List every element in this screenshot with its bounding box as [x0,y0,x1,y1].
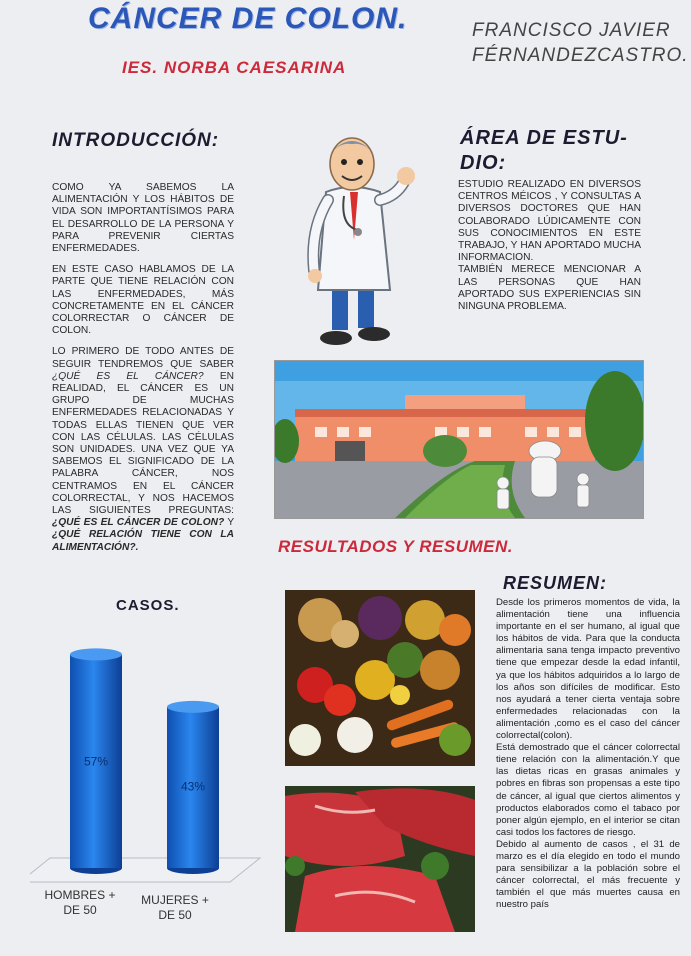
resumen-paragraph-3: Debido al aumento de casos , el 31 de marzo es el día elegido en todo el mundo para sensibilizar a la población sobre el cáncer colorrectal, el más frecuente y también el que más muertes causa en nuestro país [496,838,680,911]
resumen-text [496,597,680,911]
bar-value-label: 43% [180,779,206,794]
bar-cap [70,648,122,660]
area-heading [460,126,628,176]
area-paragraph-2: TAMBIÉN MERECE MENCIONAR A LAS PERSONAS QUE HAN APORTADO SUS EXPERIENCIAS SIN NINGUNA PROBLEMA. [458,264,641,313]
bar-hombres [70,648,122,874]
author-line-2: FÉRNANDEZCASTRO. [472,45,689,66]
area-heading-line-1: ÁREA DE ESTU- [460,127,628,149]
results-heading: RESULTADOS Y RESUMEN. [278,537,513,556]
question-colon-cancer: ¿QUÉ ES EL CÁNCER DE COLON? [52,517,225,529]
intro-text [52,182,234,563]
area-heading-line-2: DIO: [460,152,507,174]
question-relation-food: ¿QUÉ RELACIÓN TIENE CON LA ALIMENTACIÓN?. [52,529,234,553]
author-name [472,18,687,68]
x-label-mujeres-line-1: MUJERES + [141,893,209,907]
intro-p3-c: Y [227,517,234,529]
poster-title: CÁNCER DE COLON. [88,2,408,35]
meat-picture [285,786,475,932]
x-label-hombres-line-1: HOMBRES + [44,888,116,902]
x-label-hombres [30,888,130,918]
resumen-paragraph-1: Desde los primeros momentos de vida, la alimentación tiene una influencia importante en el ser humano, al igual que los hábitos de vida. Para que la conducta alimentaria sana tenga impacto preventivo tiene que empezar desde la edad infantil, ya que los hábitos adquiridos a lo largo de los años son difíciles de modificar. Esto nos ayudará a tener cierta ventaja sobre enfermedades relacionadas con la alimentación ,como es el caso del cáncer colorrectal(colon). [496,597,680,742]
resumen-paragraph-2: Está demostrado que el cáncer colorrectal tiene relación con la alimentación.Y que las dietas ricas en grasas animales y pobres en fibras son propensas a este tipo de cáncer, al igual que ciertos alimentos y productos elaborados como el tabaco por poner algún ejemplo, en el interior se citan casi todos los factores de riesgo. [496,742,680,838]
chart-floor [30,858,260,882]
chart-title: CASOS. [116,597,180,614]
doctor-illustration [300,130,420,352]
vegetables-picture [285,590,475,766]
intro-p3-b: EN REALIDAD, EL CÁNCER ES UN GRUPO DE MUCHAS ENFERMEDADES RELACIONADAS Y TODAS ELLAS TIENEN QUE VER CON LAS CÉLULAS. LAS CÉLULAS SON UNIDADES. UNA VEZ QUE YA SABEMOS EL SIGNIFICADO DE LA PALABRA CÁNCER, NOS CENTRAMOS EN EL CÁNCER COLORRECTAL, Y NOS HACEMOS LAS SIGUIENTES PREGUNTAS: [52,370,234,517]
x-label-mujeres [125,893,225,923]
cases-bar-chart [30,640,270,890]
intro-p3-a: LO PRIMERO DE TODO ANTES DE SEGUIR TENDREMOS QUE SABER [52,346,234,370]
question-what-is-cancer: ¿QUÉ ES EL CÁNCER? [52,370,204,382]
intro-heading: INTRODUCCIÓN: [52,130,220,151]
intro-paragraph-3 [52,346,234,553]
x-label-mujeres-line-2: DE 50 [158,908,192,922]
bar-mujeres [167,701,219,874]
x-label-hombres-line-2: DE 50 [63,903,97,917]
area-text [458,179,641,322]
hospital-picture [274,360,644,519]
chart-canvas [30,640,270,890]
bar-value-label: 57% [83,754,109,769]
area-paragraph-1: ESTUDIO REALIZADO EN DIVERSOS CENTROS MÉICOS , Y CONSULTAS A DIVERSOS DOCTORES QUE HAN COLABORADO LÚDICAMENTE CON SUS CONOCIMIENTOS EN ESTE TRABAJO, Y HAN APORTADO MUCHA INFORMACION. [458,179,641,264]
intro-paragraph-2: EN ESTE CASO HABLAMOS DE LA PARTE QUE TIENE RELACIÓN CON LAS ENFERMEDADES, MÁS CONCRETAMENTE EN EL CÁNCER COLORRECTAR O CÁNCER DE COLON. [52,264,234,337]
author-line-1: FRANCISCO JAVIER [472,20,671,41]
resumen-heading: RESUMEN: [503,573,608,593]
bar-cap [167,701,219,713]
school-name: IES. NORBA CAESARINA [122,58,347,77]
intro-paragraph-1: COMO YA SABEMOS LA ALIMENTACIÓN Y LOS HÁBITOS DE VIDA SON IMPORTANTÍSIMOS PARA EL DESARROLLO DE LA PERSONA Y PARA PREVENIR CIERTAS ENFERMEDADES. [52,182,234,255]
